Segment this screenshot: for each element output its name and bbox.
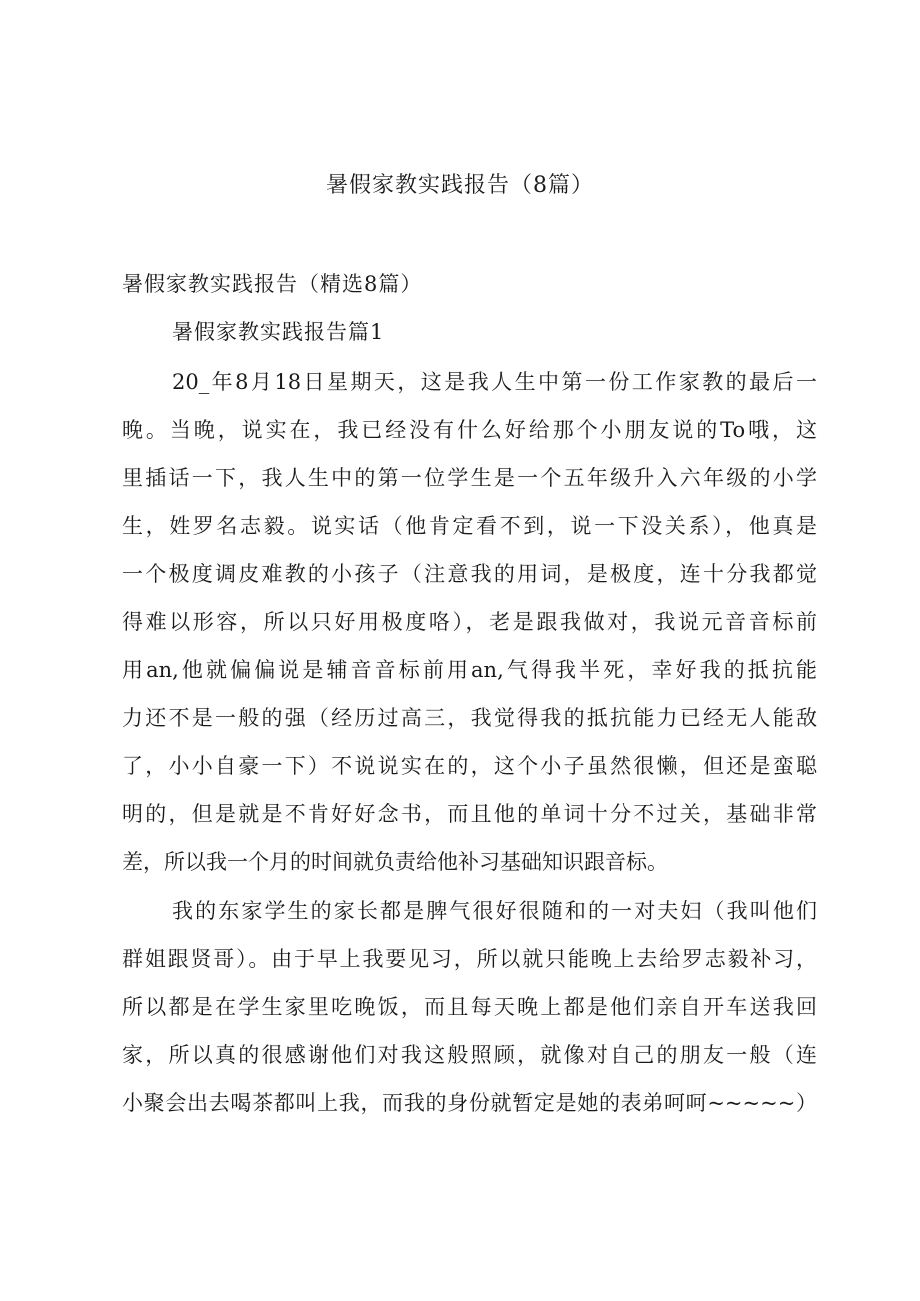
paragraph-line: 里插话一下，我人生中的第一位学生是一个五年级升入六年级的小学 [122,466,817,490]
paragraph-line: 群姐跟贤哥）。由于早上我要见习，所以就只能晚上去给罗志毅补习， [122,947,817,971]
paragraph-line: 所以都是在学生家里吃晚饭，而且每天晚上都是他们亲自开车送我回 [122,995,817,1019]
paragraph-line: 用an,他就偏偏说是辅音音标前用an,气得我半死，幸好我的抵抗能 [122,658,817,682]
section-heading: 暑假家教实践报告篇1 [172,320,385,344]
paragraph-line: 生，姓罗名志毅。说实话（他肯定看不到，说一下没关系），他真是 [122,514,817,538]
paragraph-line: 我的东家学生的家长都是脾气很好很随和的一对夫妇（我叫他们 [172,899,817,923]
document-title: 暑假家教实践报告（8篇） [326,173,594,198]
paragraph-line: 一个极度调皮难教的小孩子（注意我的用词，是极度，连十分我都觉 [122,562,817,586]
document-subtitle: 暑假家教实践报告（精选8篇） [122,272,423,296]
paragraph-line: 小聚会出去喝茶都叫上我，而我的身份就暂定是她的表弟呵呵~~~~~） [122,1091,817,1115]
paragraph-line: 差，所以我一个月的时间就负责给他补习基础知识跟音标。 [122,850,668,874]
paragraph-line: 20_年8月18日星期天，这是我人生中第一份工作家教的最后一 [172,370,817,394]
paragraph-line: 明的，但是就是不肯好好念书，而且他的单词十分不过关，基础非常 [122,802,817,826]
paragraph-line: 家，所以真的很感谢他们对我这般照顾，就像对自己的朋友一般（连 [122,1043,817,1067]
paragraph-line: 晚。当晚，说实在，我已经没有什么好给那个小朋友说的To哦，这 [122,418,817,442]
paragraph-line: 力还不是一般的强（经历过高三，我觉得我的抵抗能力已经无人能敌 [122,706,817,730]
paragraph-line: 了，小小自豪一下）不说说实在的，这个小子虽然很懒，但还是蛮聪 [122,754,817,778]
paragraph-line: 得难以形容，所以只好用极度咯），老是跟我做对，我说元音音标前 [122,610,817,634]
